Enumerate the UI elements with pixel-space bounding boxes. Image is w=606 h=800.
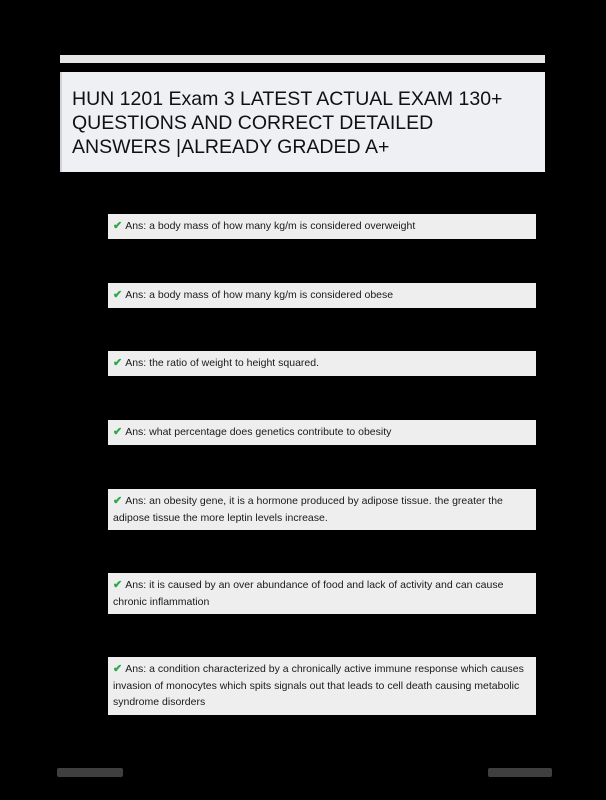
answer-text: Ans: what percentage does genetics contribute to obesity [125, 426, 392, 438]
check-icon: ✔ [113, 289, 123, 301]
footer-right-mark [488, 768, 552, 777]
check-icon: ✔ [113, 495, 123, 507]
answer-box [108, 489, 536, 530]
answer-box [108, 214, 536, 239]
check-icon: ✔ [113, 426, 123, 438]
answer-box [108, 283, 536, 308]
answer-box [108, 351, 536, 376]
answer-text: Ans: it is caused by an over abundance of food and lack of activity and can cause chronic inflammation [113, 579, 504, 608]
document-title: HUN 1201 Exam 3 LATEST ACTUAL EXAM 130+ QUESTIONS AND CORRECT DETAILED ANSWERS |ALREADY GRADED A+ [72, 88, 503, 158]
check-icon: ✔ [113, 220, 123, 232]
answer-box [108, 420, 536, 445]
check-icon: ✔ [113, 357, 123, 369]
footer-left-mark [57, 768, 123, 777]
answer-text: Ans: the ratio of weight to height squared. [125, 357, 320, 369]
check-icon: ✔ [113, 663, 123, 675]
check-icon: ✔ [113, 579, 123, 591]
answer-box [108, 573, 536, 614]
answer-box [108, 657, 536, 715]
title-box [60, 72, 545, 172]
answer-text: Ans: an obesity gene, it is a hormone produced by adipose tissue. the greater the adipose tissue the more leptin levels increase. [113, 495, 503, 524]
top-divider [60, 55, 545, 63]
answer-text: Ans: a condition characterized by a chronically active immune response which causes invasion of monocytes which spits signals out that leads to cell death causing metabolic syndrome disorders [113, 663, 524, 708]
answer-text: Ans: a body mass of how many kg/m is considered obese [125, 289, 394, 301]
answer-text: Ans: a body mass of how many kg/m is considered overweight [125, 220, 416, 232]
